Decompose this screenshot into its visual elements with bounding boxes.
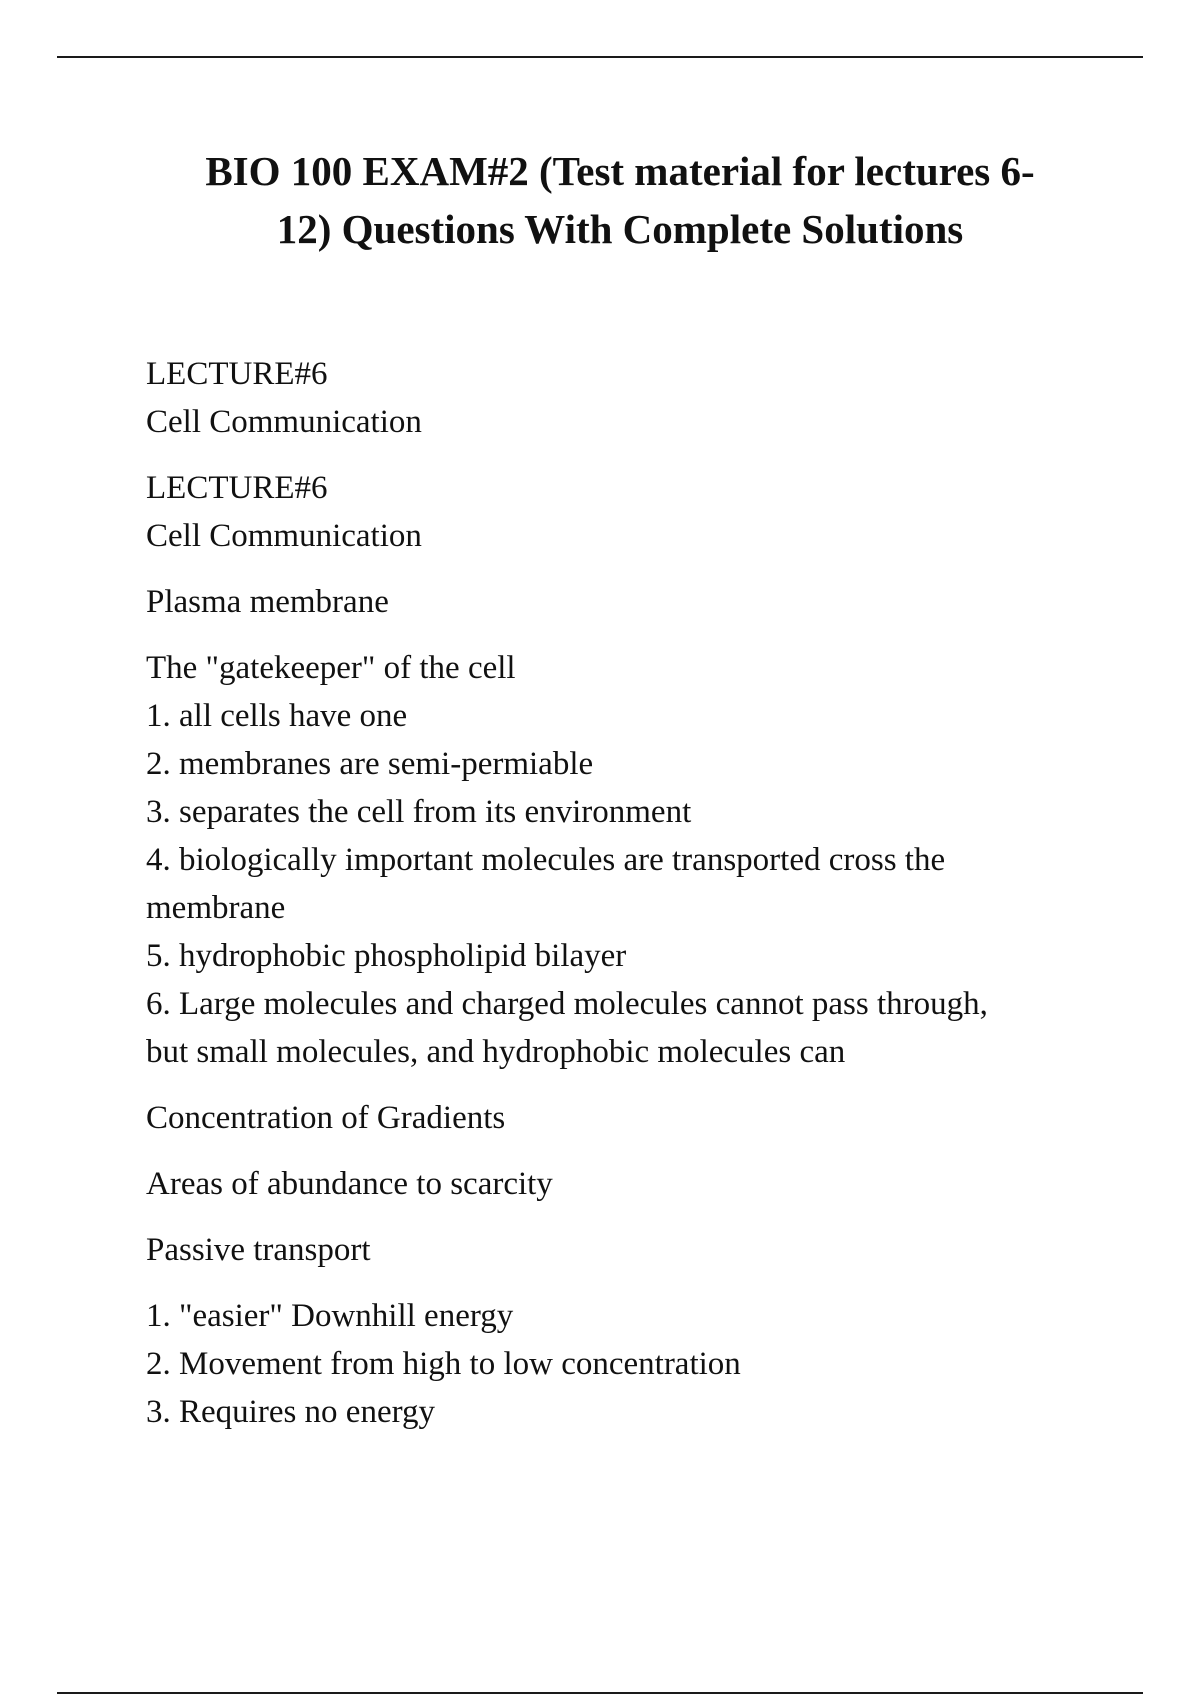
text-line: LECTURE#6 xyxy=(146,470,328,506)
text-line: but small molecules, and hydrophobic molecules can xyxy=(146,1034,846,1070)
text-line: 1. all cells have one xyxy=(146,698,408,734)
text-line: Cell Communication xyxy=(146,518,422,554)
text-line: 2. membranes are semi-permiable xyxy=(146,746,594,782)
answer-block xyxy=(146,644,1096,1076)
footer-rule xyxy=(57,1692,1143,1694)
text-line: 6. Large molecules and charged molecules cannot pass through, xyxy=(146,986,988,1022)
question-block xyxy=(146,1094,1096,1142)
lecture-heading-block xyxy=(146,464,1096,560)
document-title xyxy=(120,142,1120,258)
text-line: Areas of abundance to scarcity xyxy=(146,1166,553,1202)
text-line: Plasma membrane xyxy=(146,584,389,620)
text-line: Cell Communication xyxy=(146,404,422,440)
text-line: 1. "easier" Downhill energy xyxy=(146,1298,514,1334)
text-line: LECTURE#6 xyxy=(146,356,328,392)
text-line: The "gatekeeper" of the cell xyxy=(146,650,516,686)
title-line-2: 12) Questions With Complete Solutions xyxy=(276,206,964,252)
question-block xyxy=(146,578,1096,626)
question-block xyxy=(146,1226,1096,1274)
lecture-heading-block xyxy=(146,350,1096,446)
text-line: 3. separates the cell from its environment xyxy=(146,794,692,830)
text-line: Passive transport xyxy=(146,1232,371,1268)
text-line: 2. Movement from high to low concentration xyxy=(146,1346,741,1382)
text-line: 3. Requires no energy xyxy=(146,1394,435,1430)
text-line: membrane xyxy=(146,890,286,926)
header-rule xyxy=(57,56,1143,58)
title-line-1: BIO 100 EXAM#2 (Test material for lectures 6- xyxy=(205,148,1035,194)
text-line: Concentration of Gradients xyxy=(146,1100,506,1136)
text-line: 4. biologically important molecules are transported cross the xyxy=(146,842,946,878)
text-line: 5. hydrophobic phospholipid bilayer xyxy=(146,938,627,974)
document-body xyxy=(146,350,1096,1454)
answer-block xyxy=(146,1160,1096,1208)
answer-block xyxy=(146,1292,1096,1436)
